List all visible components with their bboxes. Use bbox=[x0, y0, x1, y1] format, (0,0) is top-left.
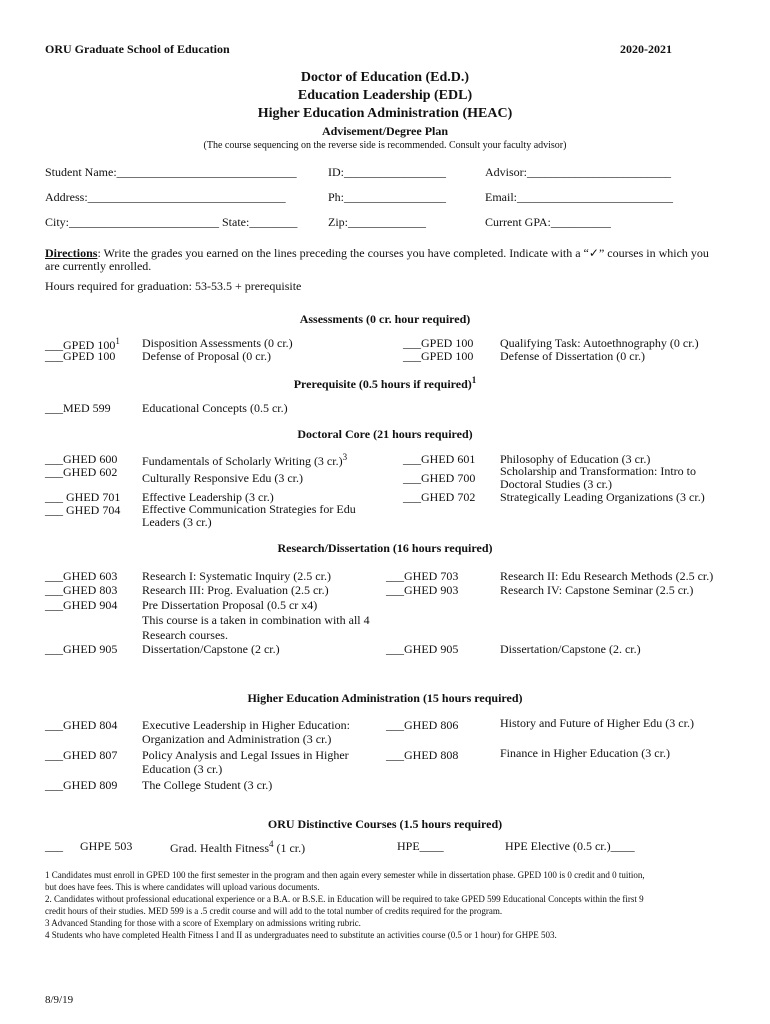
course-title: Dissertation/Capstone (2. cr.) bbox=[500, 642, 641, 656]
hours-required: Hours required for graduation: 53-53.5 + prerequisite bbox=[45, 279, 302, 293]
course-code[interactable]: ___GHED 905 bbox=[386, 642, 459, 656]
footnote: 1 Candidates must enroll in GPED 100 the first semester in the program and then again every semester while in dissertation phase. GPED 100 is 0 credit and 0 tuition, bbox=[45, 870, 645, 880]
directions-text: : Write the grades you earned on the lines preceding the courses you have completed. Indicate with a “✓” courses in which you are currently enrolled. bbox=[45, 246, 709, 273]
course-title: Research I: Systematic Inquiry (2.5 cr.) bbox=[142, 569, 331, 583]
course-title: Fundamentals of Scholarly Writing (3 cr.)$^3$ bbox=[142, 452, 348, 468]
assessments-heading: Assessments (0 cr. hour required) bbox=[299, 312, 471, 326]
course-code[interactable]: ___GPED 100 bbox=[403, 336, 474, 350]
title-concentration: Higher Education Administration (HEAC) bbox=[257, 106, 513, 121]
revision-date: 8/9/19 bbox=[45, 994, 74, 1006]
course-code[interactable]: ___GHED 806 bbox=[386, 718, 459, 732]
course-code[interactable]: ___GPED $100^1$ bbox=[45, 336, 120, 352]
course-code[interactable]: ___GHED 600 bbox=[45, 452, 118, 466]
directions bbox=[45, 247, 715, 273]
course-code[interactable]: ___GHED 905 bbox=[45, 642, 118, 656]
hpe-elective-field[interactable]: HPE Elective (0.5 cr.)____ bbox=[505, 839, 635, 853]
course-title: Defense of Proposal (0 cr.) bbox=[142, 349, 271, 363]
course-code[interactable]: ___GHED 804 bbox=[45, 718, 118, 732]
course-code[interactable]: ___GHED 602 bbox=[45, 465, 118, 479]
course-title: Research IV: Capstone Seminar (2.5 cr.) bbox=[500, 583, 694, 597]
prereq-heading: Prerequisite (0.5 hours if required)$^1$ bbox=[293, 375, 477, 391]
title-note: (The course sequencing on the reverse side is recommended. Consult your faculty advisor) bbox=[203, 140, 567, 151]
course-title: Defense of Dissertation (0 cr.) bbox=[500, 349, 645, 363]
school-name: ORU Graduate School of Education bbox=[45, 42, 230, 56]
research-heading: Research/Dissertation (16 hours required) bbox=[277, 541, 493, 555]
course-code[interactable]: ___GHED 702 bbox=[403, 490, 476, 504]
footnote: 3 Advanced Standing for those with a score of Exemplary on admissions writing rubric. bbox=[45, 918, 361, 928]
advisor-field[interactable]: Advisor:________________________ bbox=[485, 165, 671, 179]
grade-blank[interactable]: ___ bbox=[45, 839, 63, 853]
phone-field[interactable]: Ph:_________________ bbox=[328, 190, 447, 204]
footnote: but does have fees. This is where candidates will upload various documents. bbox=[45, 882, 320, 892]
title-program: Education Leadership (EDL) bbox=[297, 88, 473, 103]
course-code[interactable]: ___GHED 904 bbox=[45, 598, 118, 612]
course-title: The College Student (3 cr.) bbox=[142, 778, 273, 792]
email-field[interactable]: Email:__________________________ bbox=[485, 190, 673, 204]
gpa-field[interactable]: Current GPA:__________ bbox=[485, 215, 611, 229]
academic-year: 2020-2021 bbox=[620, 42, 672, 56]
course-code[interactable]: ___GPED 100 bbox=[403, 349, 474, 363]
course-code[interactable]: ___GHED 603 bbox=[45, 569, 118, 583]
address-field[interactable]: Address:_________________________________ bbox=[45, 190, 286, 204]
course-code[interactable]: ___MED 599 bbox=[45, 401, 111, 415]
course-title: Disposition Assessments (0 cr.) bbox=[142, 336, 293, 350]
title-degree: Doctor of Education (Ed.D.) bbox=[300, 70, 470, 85]
student-name-field[interactable]: Student Name:______________________________ bbox=[45, 165, 297, 179]
course-code[interactable]: ___ GHED 701 bbox=[45, 490, 121, 504]
course-title: Culturally Responsive Edu (3 cr.) bbox=[142, 471, 303, 485]
course-code[interactable]: ___ GHED 704 bbox=[45, 503, 121, 517]
footnote: credit hours of their studies. MED 599 is a .5 credit course and will add to the total number of credits required for the program. bbox=[45, 906, 503, 916]
course-code[interactable]: ___GHED 808 bbox=[386, 748, 459, 762]
course-note: This course is a taken in combination with all 4 Research courses. bbox=[142, 613, 370, 642]
course-title: Philosophy of Education (3 cr.) bbox=[500, 452, 651, 466]
course-title: Grad. Health Fitness$^4$ (1 cr.) bbox=[170, 839, 306, 855]
course-title: Qualifying Task: Autoethnography (0 cr.) bbox=[500, 336, 699, 350]
city-state-field[interactable]: City:_________________________ State:________ bbox=[45, 215, 298, 229]
course-code: GHPE 503 bbox=[80, 839, 133, 853]
course-title: Effective Leadership (3 cr.) bbox=[142, 490, 274, 504]
course-title: Strategically Leading Organizations (3 cr.) bbox=[500, 490, 705, 504]
course-title: Finance in Higher Education (3 cr.) bbox=[500, 746, 670, 760]
course-title: Executive Leadership in Higher Education: Organization and Administration (3 cr.) bbox=[142, 718, 350, 746]
course-code[interactable]: ___GHED 703 bbox=[386, 569, 459, 583]
footnote: 2. Candidates without professional educational experience or a B.A. or B.S.E. in Education will be required to take GPED 599 Educational Concepts within the first 9 bbox=[45, 894, 644, 904]
course-title: Scholarship and Transformation: Intro to Doctoral Studies (3 cr.) bbox=[500, 464, 696, 491]
zip-field[interactable]: Zip:_____________ bbox=[328, 215, 426, 229]
directions-label: Directions bbox=[45, 246, 98, 260]
course-title: Dissertation/Capstone (2 cr.) bbox=[142, 642, 280, 656]
course-code[interactable]: ___GHED 803 bbox=[45, 583, 118, 597]
course-code[interactable]: ___GHED 903 bbox=[386, 583, 459, 597]
course-code[interactable]: ___GHED 601 bbox=[403, 452, 476, 466]
course-title: Effective Communication Strategies for Edu Leaders (3 cr.) bbox=[142, 502, 356, 529]
course-title: Policy Analysis and Legal Issues in Higher Education (3 cr.) bbox=[142, 748, 349, 776]
course-code[interactable]: ___GHED 807 bbox=[45, 748, 118, 762]
course-code[interactable]: ___GPED 100 bbox=[45, 349, 116, 363]
id-field[interactable]: ID:_________________ bbox=[328, 165, 446, 179]
course-title: Research II: Edu Research Methods (2.5 cr.) bbox=[500, 569, 714, 583]
course-title: History and Future of Higher Edu (3 cr.) bbox=[500, 716, 694, 730]
hpe-field[interactable]: HPE____ bbox=[397, 839, 444, 853]
title-plan: Advisement/Degree Plan bbox=[321, 124, 449, 138]
course-code[interactable]: ___GHED 809 bbox=[45, 778, 118, 792]
course-title: Research III: Prog. Evaluation (2.5 cr.) bbox=[142, 583, 329, 597]
course-title: Educational Concepts (0.5 cr.) bbox=[142, 401, 288, 415]
hea-heading: Higher Education Administration (15 hours required) bbox=[247, 691, 523, 705]
core-heading: Doctoral Core (21 hours required) bbox=[297, 427, 473, 441]
distinctive-heading: ORU Distinctive Courses (1.5 hours required) bbox=[267, 817, 503, 831]
course-title: Pre Dissertation Proposal (0.5 cr x4) bbox=[142, 598, 318, 612]
course-code[interactable]: ___GHED 700 bbox=[403, 471, 476, 485]
footnote: 4 Students who have completed Health Fitness I and II as undergraduates need to substitute an activities course (0.5 or 1 hour) for GHPE 503. bbox=[45, 930, 557, 940]
